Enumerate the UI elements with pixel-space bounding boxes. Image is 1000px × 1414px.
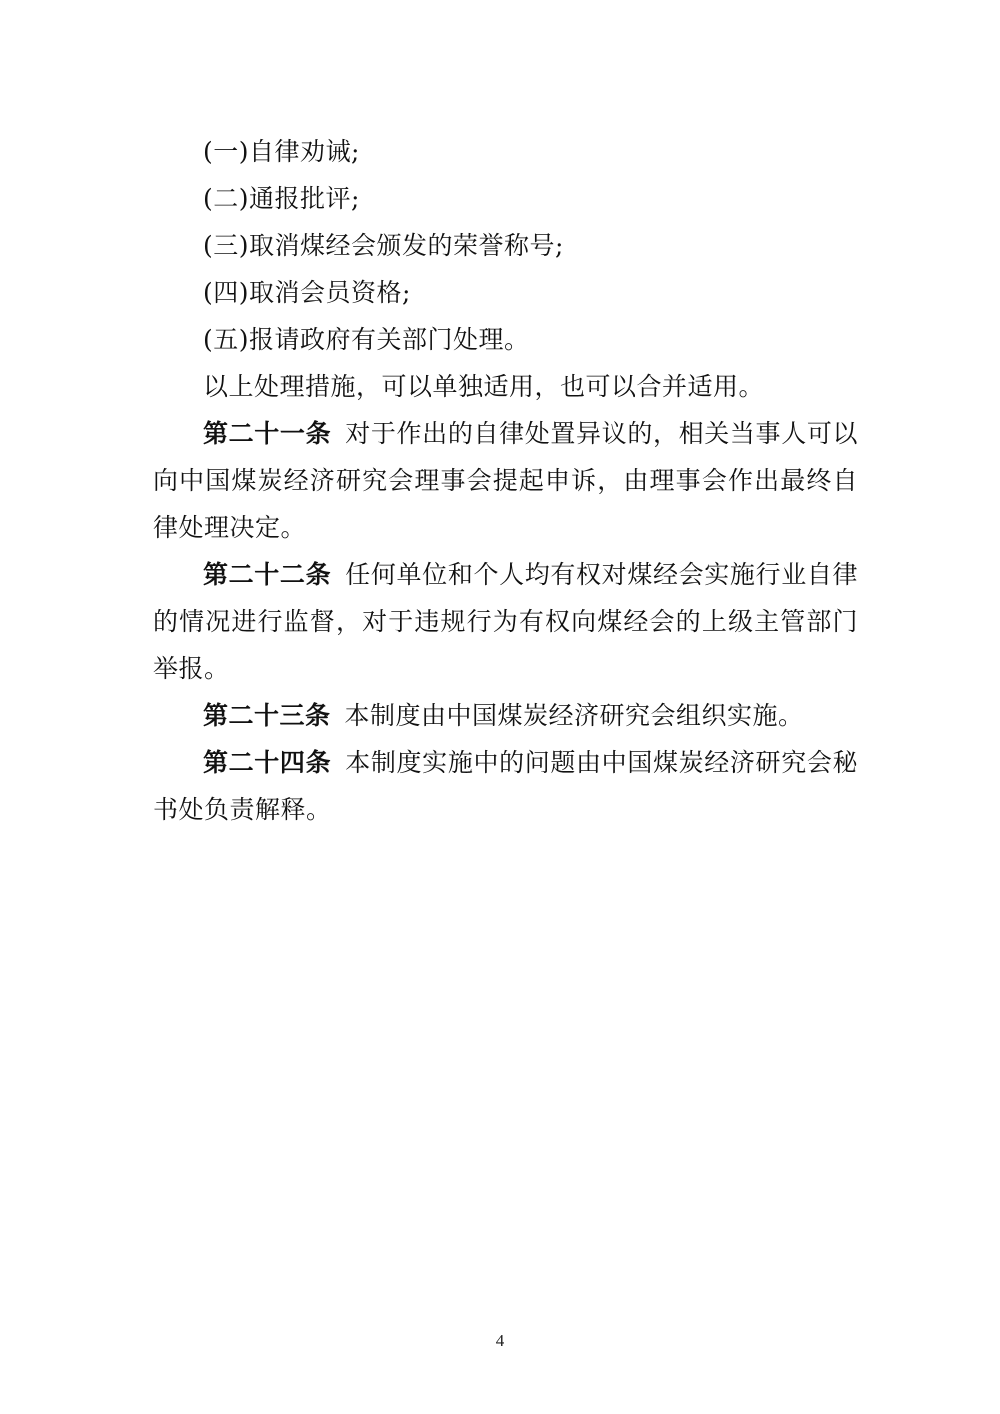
article-23-text: 本制度由中国煤炭经济研究会组织实施。 — [344, 701, 804, 730]
article-24-text: 本制度实施中的问题由中国煤炭经济研究会秘书处负责解释。 — [153, 748, 858, 824]
summary-line: 以上处理措施，可以单独适用，也可以合并适用。 — [203, 372, 765, 401]
article-21-text: 对于作出的自律处置异议的，相关当事人可以向中国煤炭经济研究会理事会提起申诉，由理事会作出最终自律处理决定。 — [153, 419, 858, 542]
page-number: 4 — [495, 1331, 505, 1350]
page-content — [153, 128, 858, 833]
article-22 — [153, 551, 858, 692]
article-22-heading: 第二十二条 — [203, 560, 332, 589]
article-23 — [153, 692, 858, 739]
list-item-1: (一)自律劝诫; — [203, 137, 360, 166]
list-item-5: (五)报请政府有关部门处理。 — [203, 325, 530, 354]
article-21 — [153, 410, 858, 551]
list-item-2: (二)通报批评; — [203, 184, 360, 213]
list-item-4: (四)取消会员资格; — [203, 278, 411, 307]
article-24-heading: 第二十四条 — [203, 748, 332, 777]
list-item-3: (三)取消煤经会颁发的荣誉称号; — [203, 231, 564, 260]
article-23-heading: 第二十三条 — [203, 701, 331, 730]
article-21-heading: 第二十一条 — [203, 419, 332, 448]
article-24 — [153, 739, 858, 833]
article-22-text: 任何单位和个人均有权对煤经会实施行业自律的情况进行监督，对于违规行为有权向煤经会的上级主管部门举报。 — [153, 560, 858, 683]
